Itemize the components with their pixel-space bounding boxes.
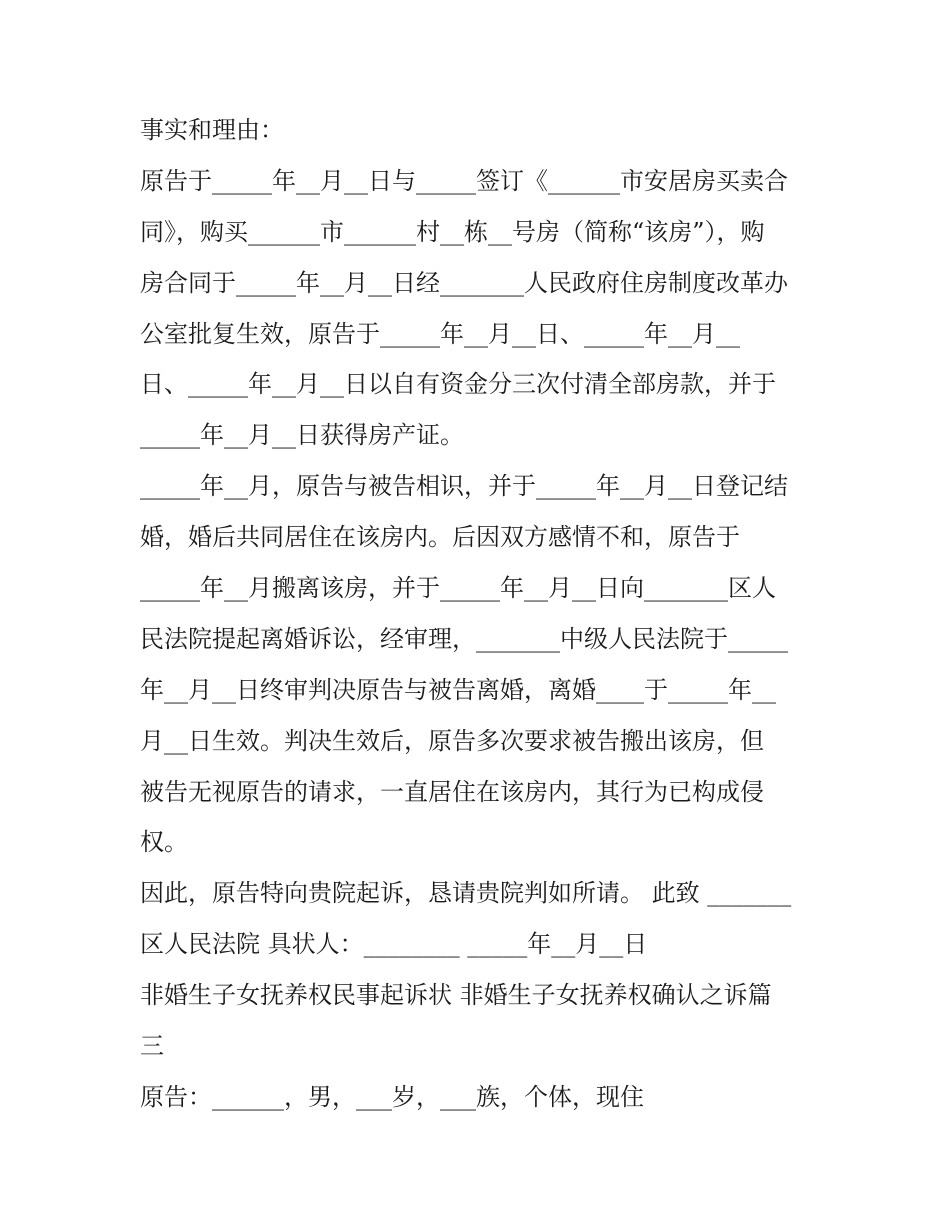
section-title-line: 三 [140,1032,164,1061]
section-heading-facts: 事实和理由： [140,116,284,144]
paragraph-line: 月__日生效。判决生效后，原告多次要求被告搬出该房，但 [140,726,764,755]
paragraph-line: 日、_____年__月__日以自有资金分三次付清全部房款，并于 [140,370,776,399]
paragraph-line: 公室批复生效，原告于_____年__月__日、_____年__月__ [140,319,740,348]
document-body [140,105,810,1123]
paragraph-line: _____年__月，原告与被告相识，并于_____年__月__日登记结 [140,472,788,501]
paragraph-line: 被告无视原告的请求，一直居住在该房内，其行为已构成侵 [140,777,764,806]
paragraph-line: _____年__月__日获得房产证。 [140,421,464,450]
closing-line: 因此，原告特向贵院起诉，恳请贵院判如所请。 此致 _______ [140,879,792,908]
section-title-line: 非婚生子女抚养权民事起诉状 非婚生子女抚养权确认之诉篇 [140,981,772,1010]
paragraph-line: 原告于_____年__月__日与_____签订《______市安居房买卖合 [140,166,788,195]
paragraph-line: 婚，婚后共同居住在该房内。后因双方感情不和，原告于 [140,523,740,552]
paragraph-line: _____年__月搬离该房，并于_____年__月__日向_______区人 [140,574,776,603]
plaintiff-info-line: 原告：______，男，___岁，___族，个体，现住 [140,1082,644,1111]
signature-line: 区人民法院 具状人：________ _____年__月__日 [140,930,648,959]
paragraph-line: 同》，购买______市______村__栋__号房（简称“该房”），购 [140,217,765,246]
paragraph-line: 权。 [140,828,188,857]
paragraph-line: 年__月__日终审判决原告与被告离婚，离婚____于_____年__ [140,675,776,704]
paragraph-line: 房合同于_____年__月__日经_______人民政府住房制度改革办 [140,268,788,297]
paragraph-line: 民法院提起离婚诉讼，经审理，_______中级人民法院于_____ [140,624,788,653]
